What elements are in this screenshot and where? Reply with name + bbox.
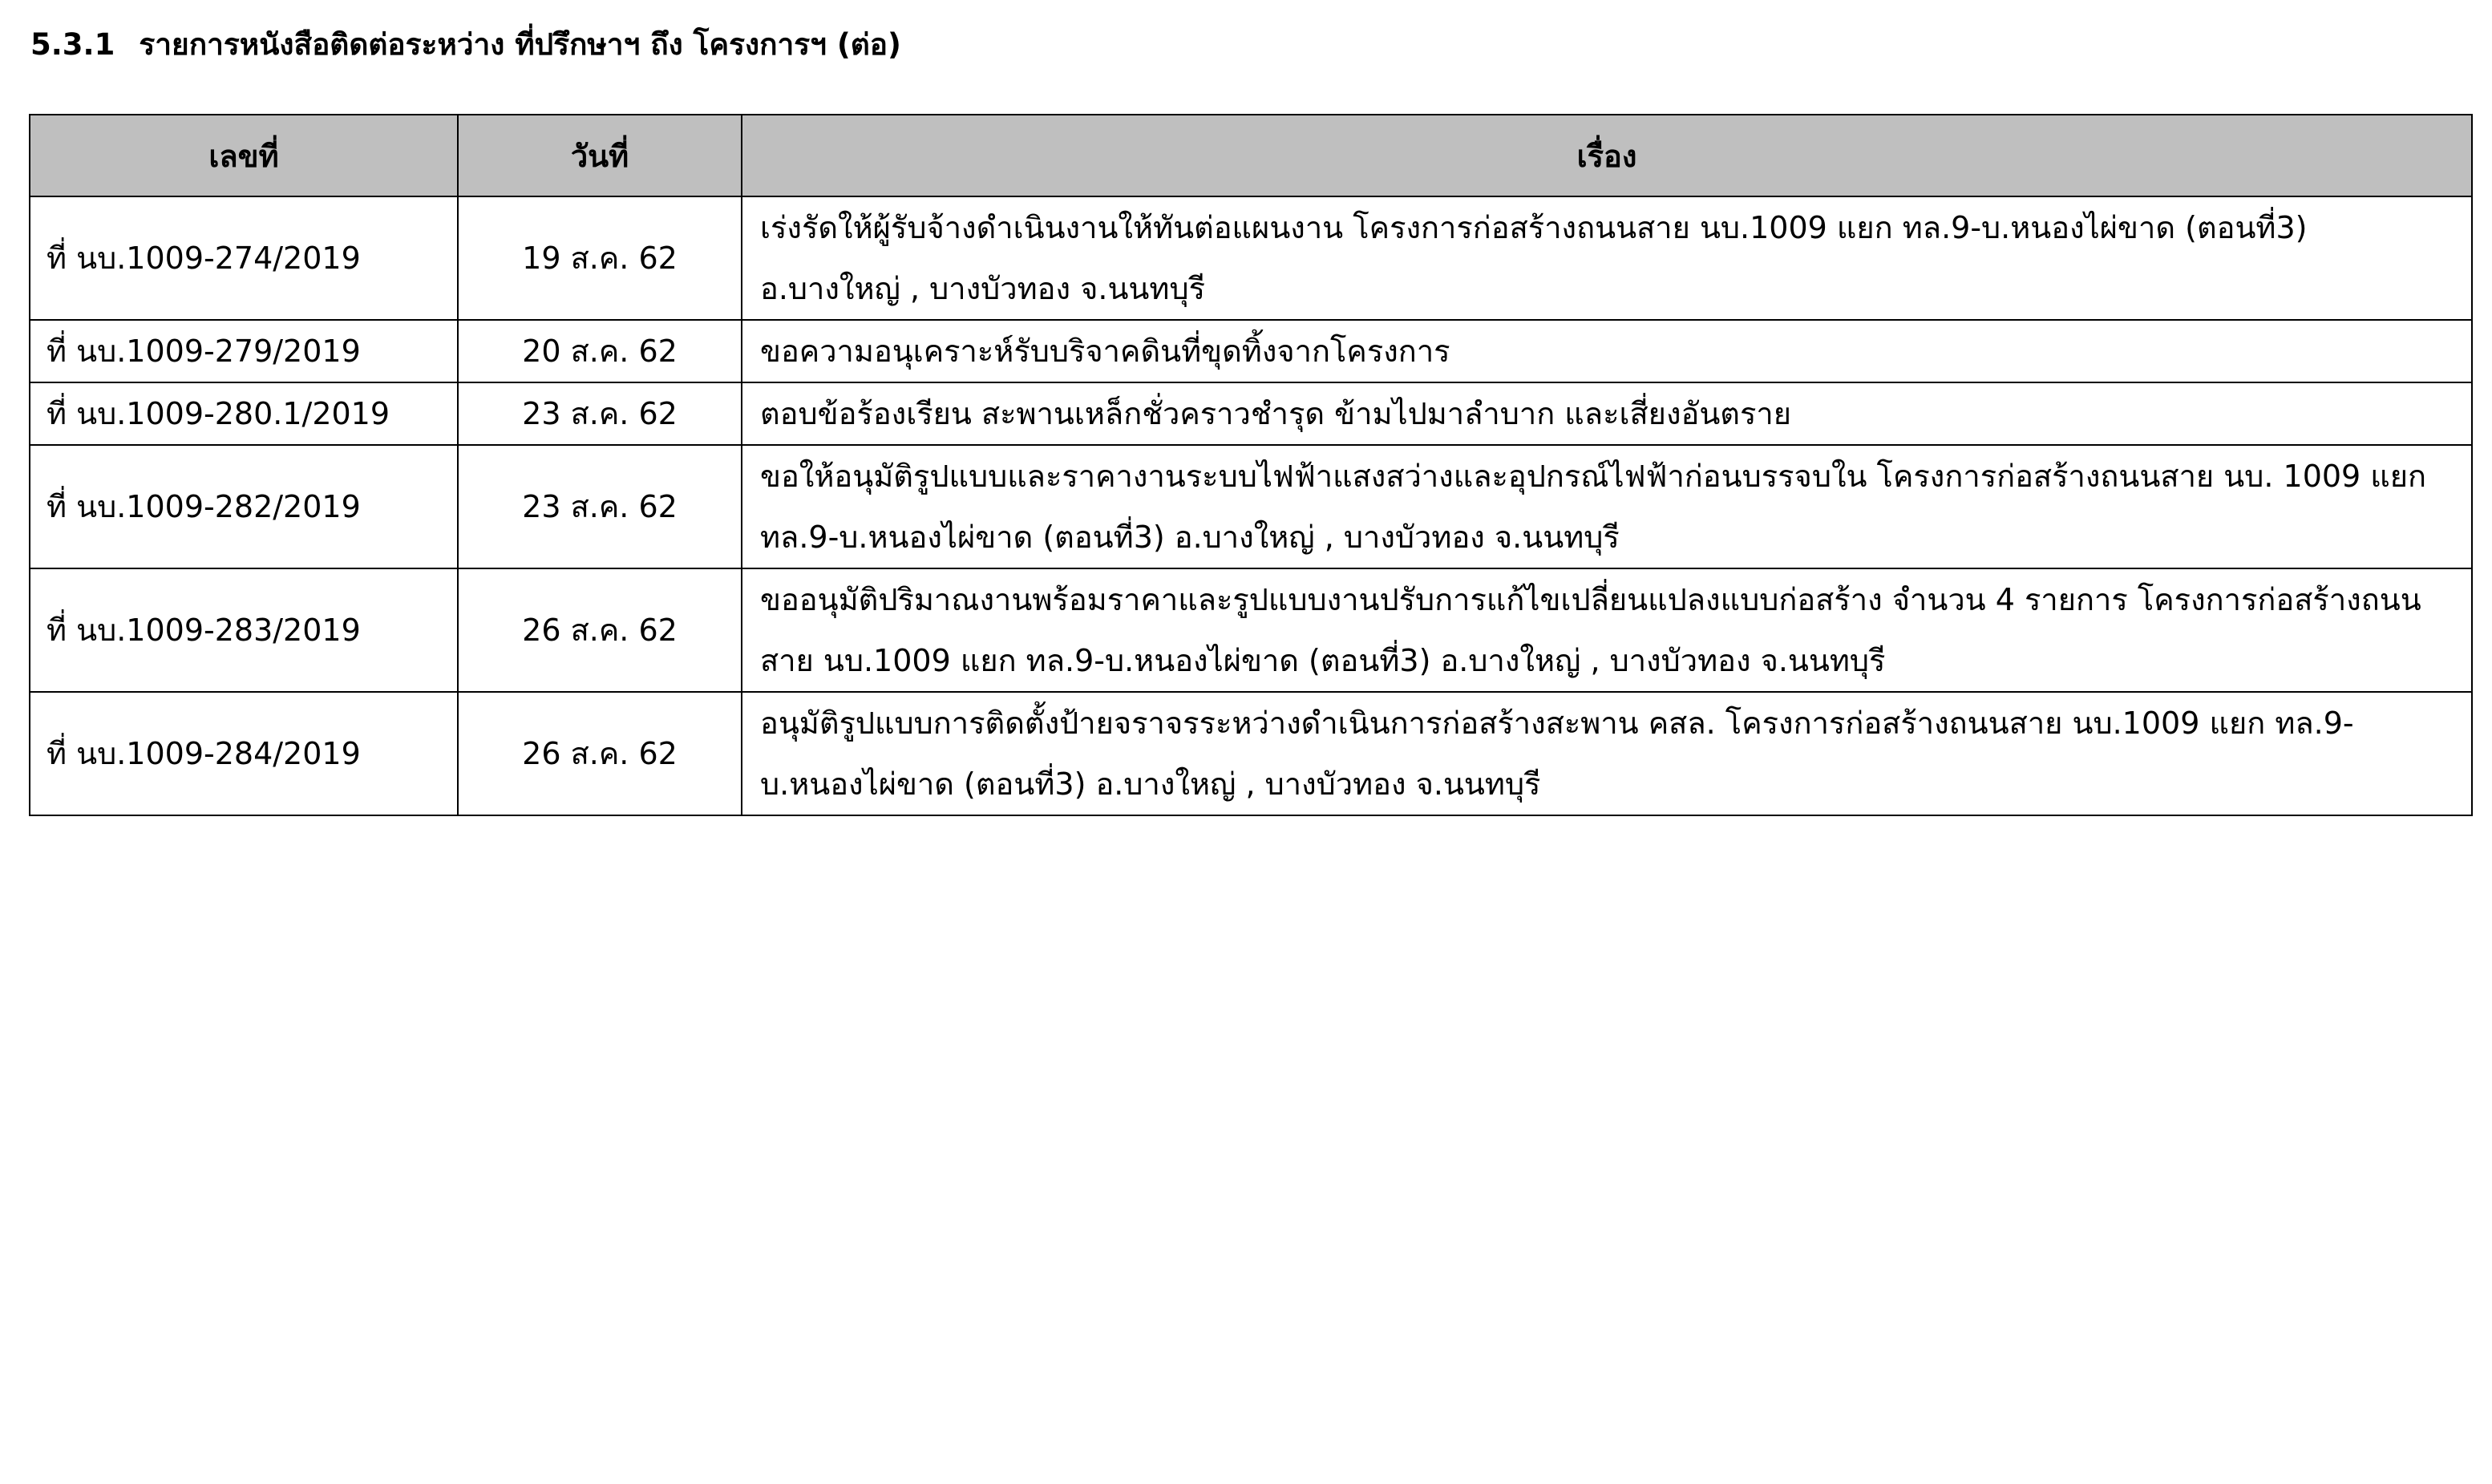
table-row (30, 196, 2472, 320)
letter-number-cell: ที่ นบ.1009-274/2019 (30, 196, 458, 320)
letter-subject-text: อนุมัติรูปแบบการติดตั้งป้ายจราจรระหว่างดำเนินการก่อสร้างสะพาน คสล. โครงการก่อสร้างถนนสาย นบ.1009 แยก ทล.9-บ.หนองไผ่ขาด (ตอนที่3) อ.บางใหญ่ , บางบัวทอง จ.นนทบุรี (760, 706, 2354, 802)
column-header-date: วันที่ (458, 115, 742, 196)
column-header-number: เลขที่ (30, 115, 458, 196)
letter-subject-text: ตอบข้อร้องเรียน สะพานเหล็กชั่วคราวชำรุด ข้ามไปมาลำบาก และเสี่ยงอันตราย (760, 396, 1791, 431)
section-number: 5.3.1 (30, 27, 115, 62)
table-header-row (30, 115, 2472, 196)
letter-number-cell: ที่ นบ.1009-279/2019 (30, 320, 458, 382)
letter-subject-cell (742, 320, 2472, 382)
letter-subject-text: ขอความอนุเคราะห์รับบริจาคดินที่ขุดทิ้งจากโครงการ (760, 334, 1450, 369)
letter-subject-cell (742, 196, 2472, 320)
letter-subject-cell (742, 382, 2472, 445)
table-row (30, 445, 2472, 568)
table-row (30, 382, 2472, 445)
letter-number-cell: ที่ นบ.1009-283/2019 (30, 568, 458, 692)
column-header-subject: เรื่อง (742, 115, 2472, 196)
letter-date-cell: 23 ส.ค. 62 (458, 445, 742, 568)
letter-number-cell: ที่ นบ.1009-282/2019 (30, 445, 458, 568)
letter-subject-cell (742, 692, 2472, 815)
section-title: รายการหนังสือติดต่อระหว่าง ที่ปรึกษาฯ ถึง โครงการฯ (ต่อ) (139, 27, 901, 62)
letter-subject-cell (742, 568, 2472, 692)
table-row (30, 692, 2472, 815)
letter-date-cell: 23 ส.ค. 62 (458, 382, 742, 445)
letter-date-cell: 19 ส.ค. 62 (458, 196, 742, 320)
letter-subject-text: ขออนุมัติปริมาณงานพร้อมราคาและรูปแบบงานปรับการแก้ไขเปลี่ยนแปลงแบบก่อสร้าง จำนวน 4 รายการ โครงการก่อสร้างถนนสาย นบ.1009 แยก ทล.9-บ.หนองไผ่ขาด (ตอนที่3) อ.บางใหญ่ , บางบัวทอง จ.นนทบุรี (760, 582, 2421, 678)
table-row (30, 320, 2472, 382)
letter-date-cell: 26 ส.ค. 62 (458, 692, 742, 815)
section-heading (30, 21, 901, 69)
letter-subject-text: ขอให้อนุมัติรูปแบบและราคางานระบบไฟฟ้าแสงสว่างและอุปกรณ์ไฟฟ้าก่อนบรรจบใน โครงการก่อสร้างถนนสาย นบ. 1009 แยก ทล.9-บ.หนองไผ่ขาด (ตอนที่3) อ.บางใหญ่ , บางบัวทอง จ.นนทบุรี (760, 459, 2427, 555)
letter-subject-cell (742, 445, 2472, 568)
letter-number-cell: ที่ นบ.1009-280.1/2019 (30, 382, 458, 445)
letter-number-cell: ที่ นบ.1009-284/2019 (30, 692, 458, 815)
letter-subject-text: เร่งรัดให้ผู้รับจ้างดำเนินงานให้ทันต่อแผนงาน โครงการก่อสร้างถนนสาย นบ.1009 แยก ทล.9-บ.หนองไผ่ขาด (ตอนที่3) อ.บางใหญ่ , บางบัวทอง จ.นนทบุรี (760, 210, 2308, 306)
letter-date-cell: 26 ส.ค. 62 (458, 568, 742, 692)
table-row (30, 568, 2472, 692)
letter-date-cell: 20 ส.ค. 62 (458, 320, 742, 382)
correspondence-table (29, 114, 2473, 816)
